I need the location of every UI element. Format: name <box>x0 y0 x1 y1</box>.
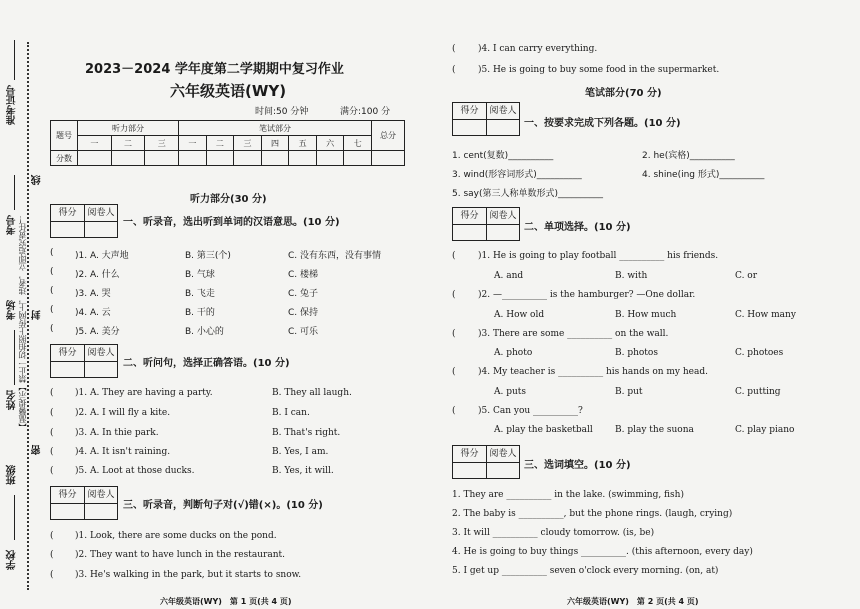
bracket[interactable]: ( <box>50 408 54 418</box>
score-table-col: 四 <box>261 136 289 151</box>
grader-score-label: 得分 <box>460 106 479 116</box>
score-cell[interactable] <box>145 151 179 166</box>
section-3-title: 三、听录音，判断句子对(√)错(×)。(10 分) <box>123 500 323 511</box>
exam-full-score: 满分:100 分 <box>340 107 391 117</box>
fill-line <box>14 330 15 385</box>
part-2-title: 二、单项选择。(10 分) <box>524 222 631 233</box>
seal-line-char: 线 <box>32 175 43 185</box>
fill-item[interactable]: 2. The baby is __________, but the phone rings. (laugh, crying) <box>452 509 733 519</box>
label-candidate-no: 考号 <box>7 215 18 235</box>
label-class: 班级 <box>7 465 18 485</box>
option-b: B. They all laugh. <box>272 388 352 398</box>
page-footer-right: 六年级英语(WY) 第 2 页(共 4 页) <box>567 597 699 606</box>
grader-box <box>50 486 118 520</box>
grader-reviewer-label: 阅卷人 <box>489 211 517 221</box>
option-c[interactable]: C. putting <box>735 387 781 397</box>
fill-line <box>14 175 15 210</box>
bracket[interactable]: ( <box>50 324 54 334</box>
option-a: )4. A. 云 <box>75 308 111 318</box>
label-name: 姓名 <box>7 390 18 410</box>
statement: )4. I can carry everything. <box>478 44 598 54</box>
bracket[interactable]: ( <box>50 447 54 457</box>
score-table <box>50 120 405 166</box>
listening-part-title: 听力部分(30 分) <box>190 194 267 205</box>
bracket[interactable]: ( <box>452 406 456 416</box>
grader-score-label: 得分 <box>460 449 479 459</box>
label-exam-id: 准考证号 <box>7 85 18 125</box>
option-a: )5. A. Loot at those ducks. <box>75 466 195 476</box>
label-exam-room: 考场 <box>7 300 18 320</box>
bracket[interactable]: ( <box>50 531 54 541</box>
bracket[interactable]: ( <box>452 329 456 339</box>
option-b: B. 第三(个) <box>185 251 231 261</box>
option-b: B. Yes, I am. <box>272 447 329 457</box>
option-a: )2. A. 什么 <box>75 270 120 280</box>
score-cell[interactable] <box>234 151 262 166</box>
score-cell[interactable] <box>179 151 207 166</box>
grader-box <box>452 445 520 479</box>
option-b[interactable]: B. play the suona <box>615 425 694 435</box>
bracket[interactable]: ( <box>452 290 456 300</box>
bracket[interactable]: ( <box>50 428 54 438</box>
seal-feng-char: 封 <box>32 310 43 320</box>
score-table-row-label: 分数 <box>51 151 78 166</box>
option-b[interactable]: B. photos <box>615 348 658 358</box>
bracket[interactable]: ( <box>452 44 456 54</box>
exam-title: 2023－2024 学年度第二学期期中复习作业 <box>85 62 344 77</box>
section-1-title: 一、听录音，选出听到单词的汉语意思。(10 分) <box>123 217 340 228</box>
part-3-title: 三、选词填空。(10 分) <box>524 460 631 471</box>
option-c: C. 楼梯 <box>288 270 319 280</box>
bracket[interactable]: ( <box>50 305 54 315</box>
fill-line <box>14 40 15 80</box>
bracket[interactable]: ( <box>452 251 456 261</box>
option-a: )3. A. In thie park. <box>75 428 159 438</box>
bracket[interactable]: ( <box>452 367 456 377</box>
question: )5. Can you __________? <box>478 406 583 416</box>
score-cell[interactable] <box>78 151 112 166</box>
grader-reviewer-label: 阅卷人 <box>87 208 115 218</box>
question: )2. —__________ is the hamburger? —One dollar. <box>478 290 696 300</box>
option-a: )1. A. 大声地 <box>75 251 129 261</box>
bracket[interactable]: ( <box>50 248 54 258</box>
bracket[interactable]: ( <box>50 570 54 580</box>
bracket[interactable]: ( <box>50 267 54 277</box>
grader-reviewer-label: 阅卷人 <box>87 490 115 500</box>
score-table-col: 二 <box>206 136 234 151</box>
grader-score-label: 得分 <box>460 211 479 221</box>
score-cell[interactable] <box>289 151 317 166</box>
grader-box <box>452 102 520 136</box>
option-b: B. 小心的 <box>185 327 224 337</box>
option-a[interactable]: A. play the basketball <box>494 425 593 435</box>
score-table-total: 总分 <box>372 121 405 151</box>
grader-box <box>50 204 118 238</box>
statement: )3. He's walking in the park, but it starts to snow. <box>75 570 302 580</box>
grader-score-label: 得分 <box>58 490 77 500</box>
option-b: B. Yes, it will. <box>272 466 334 476</box>
option-c[interactable]: C. play piano <box>735 425 795 435</box>
score-table-written: 笔试部分 <box>179 121 372 136</box>
option-b: B. That's right. <box>272 428 341 438</box>
fill-item[interactable]: 4. He is going to buy things __________. (this afternoon, every day) <box>452 547 753 557</box>
option-c: C. 没有东西，没有事情 <box>288 251 382 261</box>
score-cell[interactable] <box>111 151 145 166</box>
grader-score-label: 得分 <box>58 208 77 218</box>
option-a: )3. A. 哭 <box>75 289 111 299</box>
fill-item[interactable]: 3. It will __________ cloudy tomorrow. (is, be) <box>452 528 655 538</box>
fill-item[interactable]: 2. he(宾格)__________ <box>642 151 735 161</box>
score-table-col: 五 <box>289 136 317 151</box>
option-a[interactable]: A. photo <box>494 348 533 358</box>
part-1-title: 一、按要求完成下列各题。(10 分) <box>524 118 681 129</box>
option-b: B. I can. <box>272 408 310 418</box>
score-cell[interactable] <box>372 151 405 166</box>
exam-subtitle: 六年级英语(WY) <box>170 82 287 100</box>
option-a: )1. A. They are having a party. <box>75 388 213 398</box>
score-table-col: 一 <box>179 136 207 151</box>
option-a: )2. A. I will fly a kite. <box>75 408 171 418</box>
option-c: C. 保持 <box>288 308 319 318</box>
statement: )1. Look, there are some ducks on the pond. <box>75 531 277 541</box>
fill-item[interactable]: 3. wind(形容词形式)__________ <box>452 170 582 180</box>
score-table-col: 一 <box>78 136 112 151</box>
option-b[interactable]: B. put <box>615 387 643 397</box>
question: )3. There are some __________ on the wall. <box>478 329 669 339</box>
score-table-col: 二 <box>111 136 145 151</box>
grader-box <box>50 344 118 378</box>
fill-item[interactable]: 4. shine(ing 形式)__________ <box>642 170 765 180</box>
score-table-col: 七 <box>344 136 372 151</box>
statement: )5. He is going to buy some food in the supermarket. <box>478 65 720 75</box>
bracket[interactable]: ( <box>50 550 54 560</box>
option-c[interactable]: C. or <box>735 271 758 281</box>
fill-line <box>14 495 15 540</box>
score-cell[interactable] <box>316 151 344 166</box>
option-c: C. 可乐 <box>288 327 319 337</box>
question: )1. He is going to play football __________ his friends. <box>478 251 719 261</box>
option-a[interactable]: A. puts <box>494 387 527 397</box>
option-c[interactable]: C. photoes <box>735 348 784 358</box>
grader-score-label: 得分 <box>58 348 77 358</box>
statement: )2. They want to have lunch in the restaurant. <box>75 550 285 560</box>
option-b: B. 干的 <box>185 308 215 318</box>
written-part-title: 笔试部分(70 分) <box>585 88 662 99</box>
grader-reviewer-label: 阅卷人 <box>87 348 115 358</box>
option-b[interactable]: B. with <box>615 271 648 281</box>
notice-text: 【温馨提示】禁止一切拍照上传网上，违者，立即追究责任！ <box>18 215 27 431</box>
score-table-col: 三 <box>234 136 262 151</box>
question: )4. My teacher is __________ his hands on my head. <box>478 367 708 377</box>
score-cell[interactable] <box>344 151 372 166</box>
page-footer-left: 六年级英语(WY) 第 1 页(共 4 页) <box>160 597 292 606</box>
option-c[interactable]: C. How many <box>735 310 796 320</box>
fill-item[interactable]: 5. say(第三人称单数形式)__________ <box>452 189 604 199</box>
exam-time: 时间:50 分钟 <box>255 107 309 117</box>
score-cell[interactable] <box>206 151 234 166</box>
grader-box <box>452 207 520 241</box>
score-table-header: 题号 <box>51 121 78 151</box>
score-table-col: 三 <box>145 136 179 151</box>
score-table-listening: 听力部分 <box>78 121 179 136</box>
section-2-title: 二、听问句，选择正确答语。(10 分) <box>123 358 290 369</box>
score-table-col: 六 <box>316 136 344 151</box>
bracket[interactable]: ( <box>50 388 54 398</box>
fill-item[interactable]: 1. cent(复数)__________ <box>452 151 554 161</box>
grader-reviewer-label: 阅卷人 <box>489 449 517 459</box>
fill-item[interactable]: 1. They are __________ in the lake. (swimming, fish) <box>452 490 684 500</box>
option-a[interactable]: A. and <box>494 271 524 281</box>
label-school: 学校 <box>7 550 18 570</box>
option-a[interactable]: A. How old <box>494 310 545 320</box>
seal-mi-char: 密 <box>32 445 43 455</box>
bracket[interactable]: ( <box>50 286 54 296</box>
option-b: B. 飞走 <box>185 289 215 299</box>
option-a: )4. A. It isn't raining. <box>75 447 171 457</box>
score-cell[interactable] <box>261 151 289 166</box>
option-c: C. 兔子 <box>288 289 319 299</box>
option-b[interactable]: B. How much <box>615 310 677 320</box>
option-a: )5. A. 美分 <box>75 327 120 337</box>
fill-item[interactable]: 5. I get up __________ seven o'clock every morning. (on, at) <box>452 566 719 576</box>
option-b: B. 气球 <box>185 270 215 280</box>
bracket[interactable]: ( <box>50 466 54 476</box>
bracket[interactable]: ( <box>452 65 456 75</box>
grader-reviewer-label: 阅卷人 <box>489 106 517 116</box>
